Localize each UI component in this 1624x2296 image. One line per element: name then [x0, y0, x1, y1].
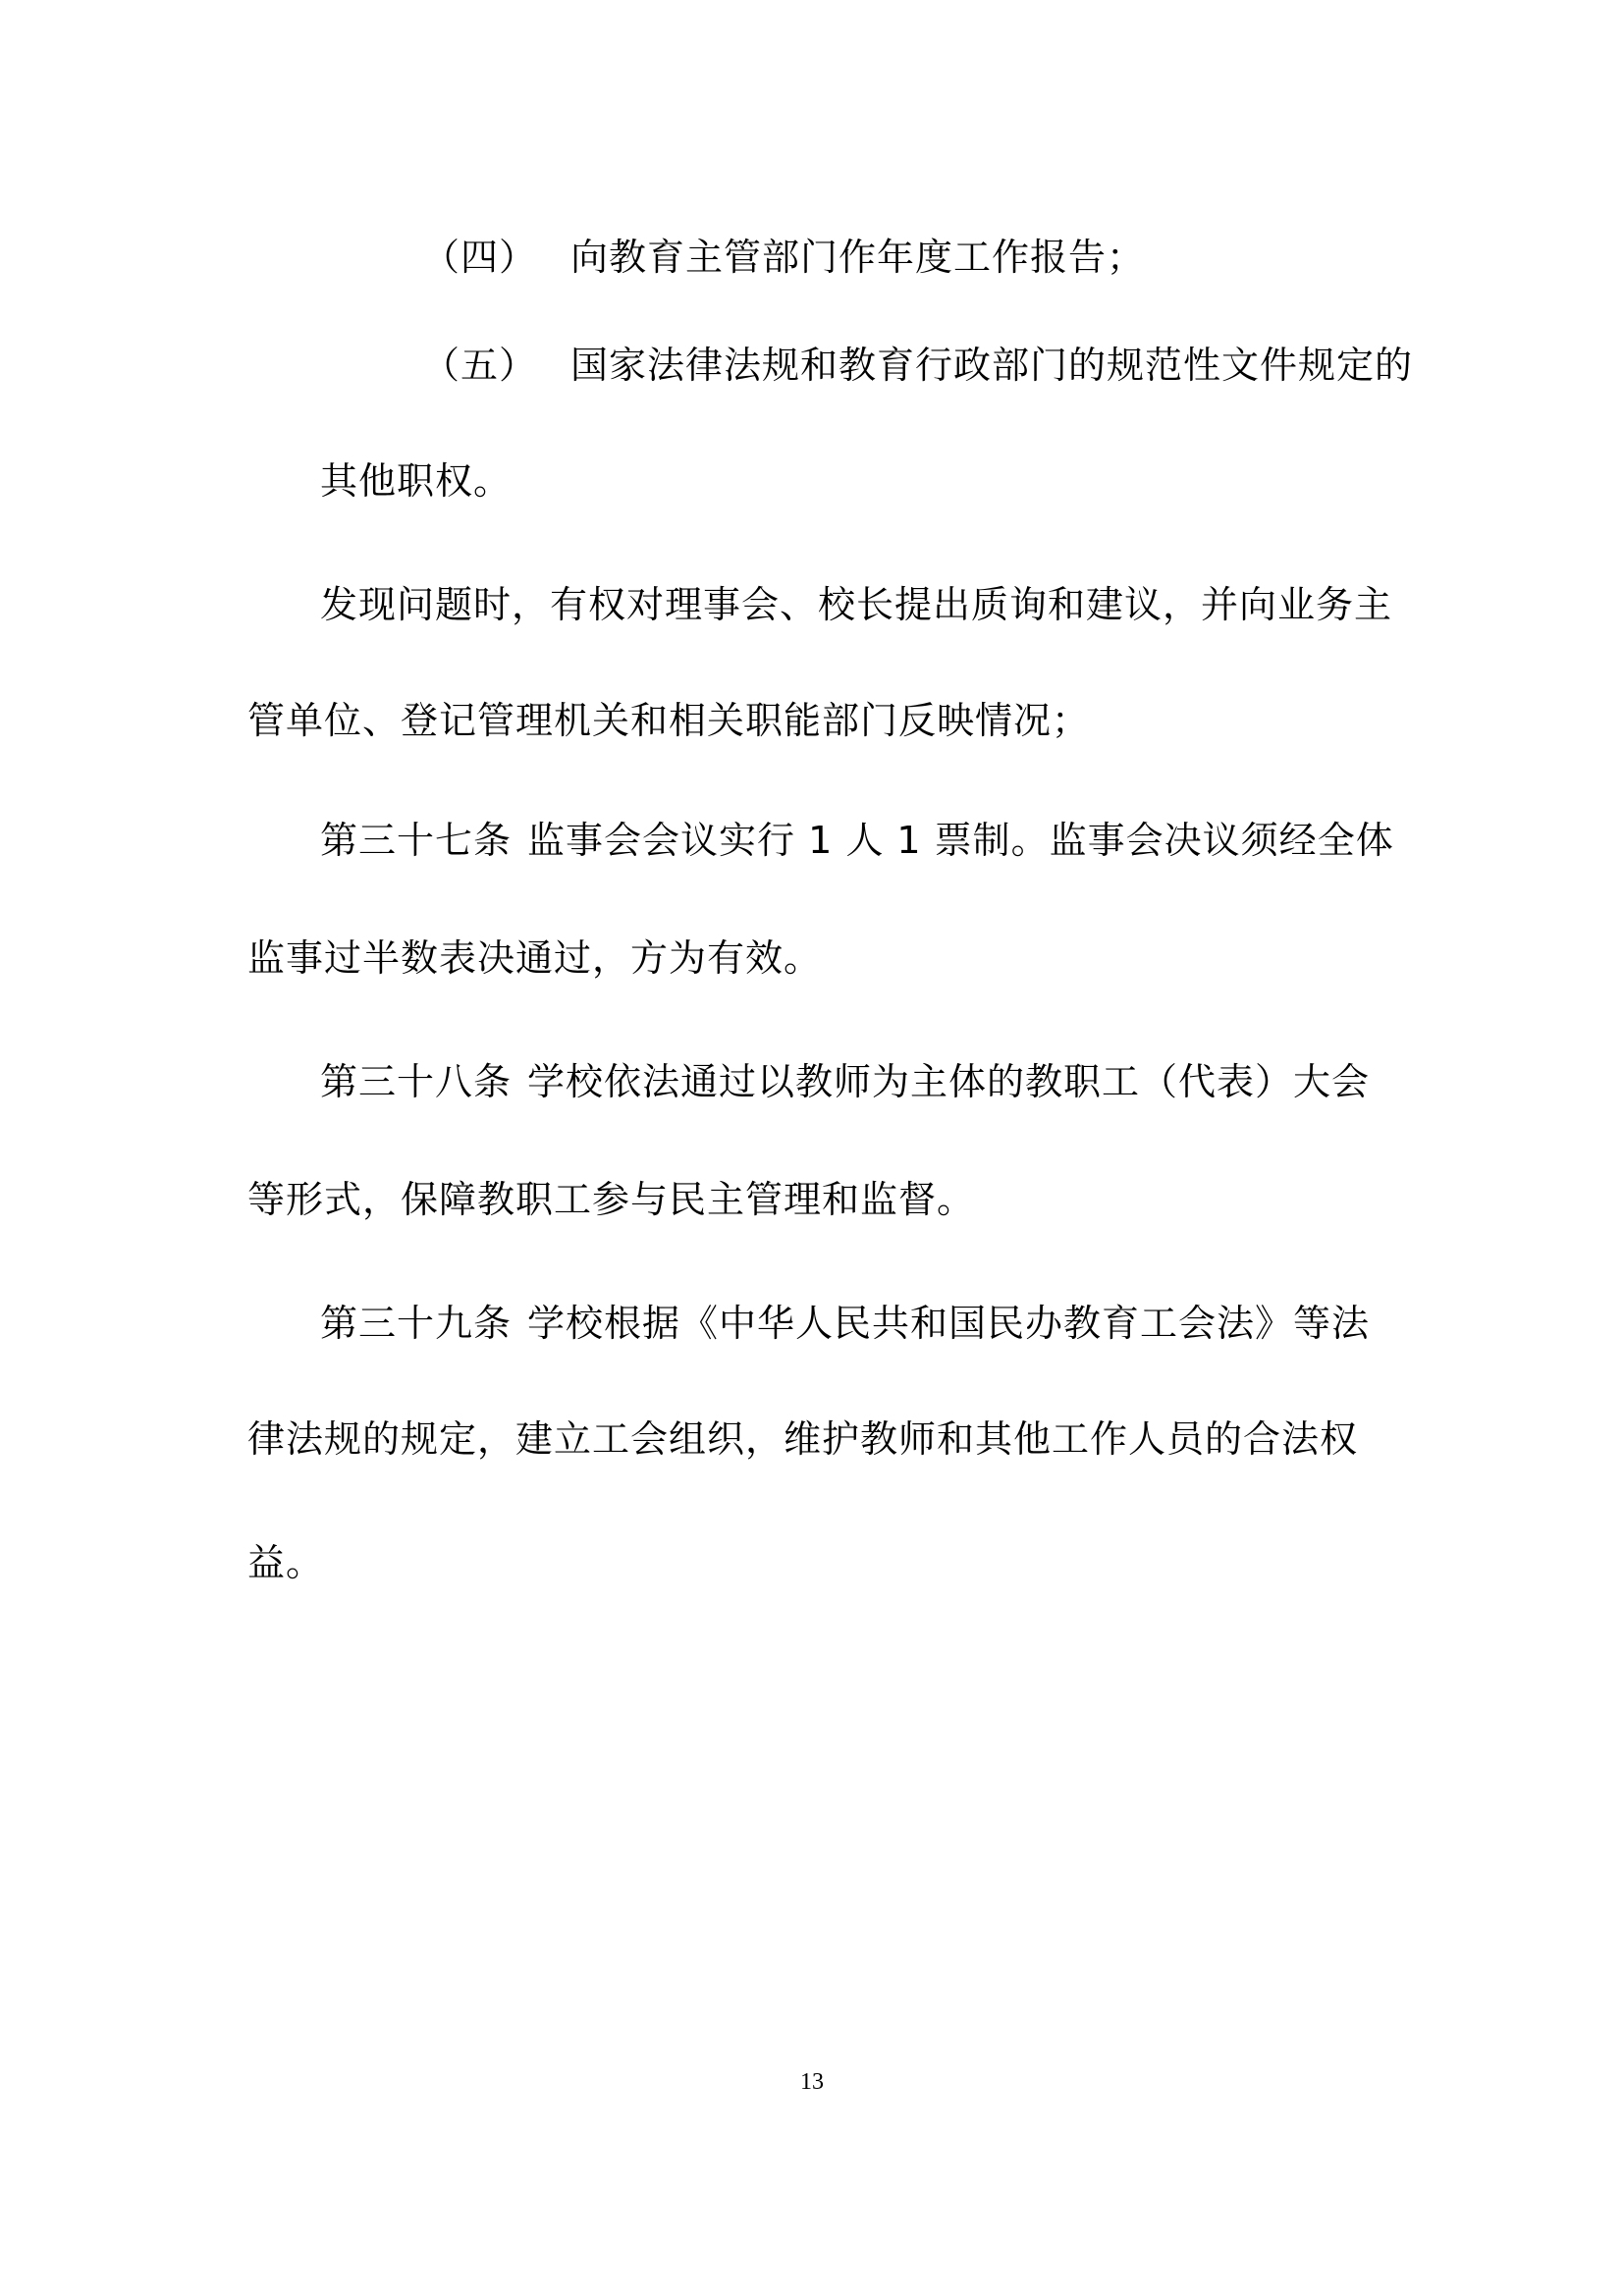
- article-38: [320, 1056, 1370, 1107]
- article-number: 第三十八条: [320, 1060, 513, 1103]
- article-text: 监事会会议实行 1 人 1 票制。监事会决议须经全体: [527, 819, 1394, 862]
- list-number: （五）: [422, 344, 538, 387]
- text-line: 发现问题时，有权对理事会、校长提出质询和建议，并向业务主: [320, 583, 1393, 626]
- article-number: 第三十九条: [320, 1302, 513, 1345]
- page-number: 13: [800, 2069, 824, 2095]
- article-number: 第三十七条: [320, 819, 513, 862]
- list-text: 国家法律法规和教育行政部门的规范性文件规定的: [570, 344, 1414, 387]
- text-line: 律法规的规定，建立工会组织，维护教师和其他工作人员的合法权: [247, 1417, 1359, 1461]
- text-line: 益。: [247, 1541, 325, 1584]
- text-line: 监事过半数表决通过，方为有效。: [247, 936, 823, 980]
- article-text: 学校根据《中华人民共和国民办教育工会法》等法: [527, 1302, 1371, 1345]
- article-39: [320, 1298, 1370, 1349]
- list-text: 向教育主管部门作年度工作报告；: [570, 236, 1146, 279]
- list-number: （四）: [422, 236, 538, 279]
- text-line: 等形式，保障教职工参与民主管理和监督。: [247, 1178, 976, 1221]
- text-line: 其他职权。: [320, 459, 513, 503]
- article-text: 学校依法通过以教师为主体的教职工（代表）大会: [527, 1060, 1371, 1103]
- text-line: 管单位、登记管理机关和相关职能部门反映情况；: [247, 699, 1091, 742]
- list-item-4: [422, 232, 1145, 283]
- article-37: [320, 815, 1394, 866]
- list-item-5: [422, 340, 1413, 391]
